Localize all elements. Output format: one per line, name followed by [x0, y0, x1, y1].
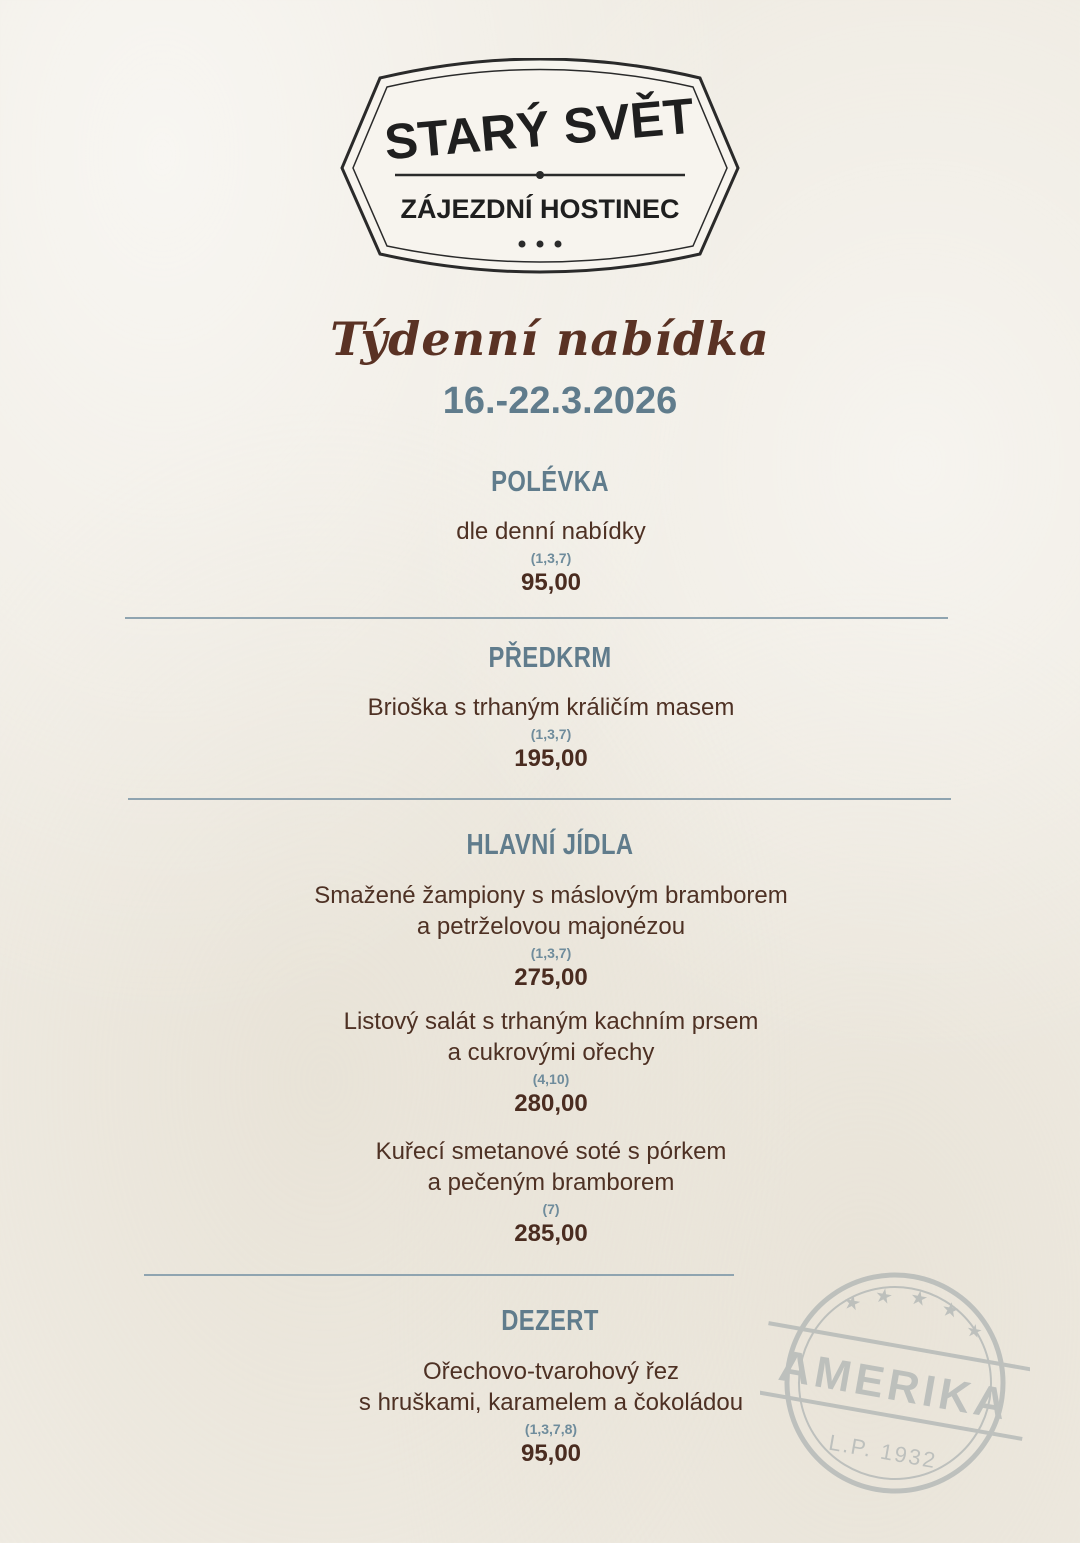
- section-heading-starter: PŘEDKRM: [488, 642, 612, 674]
- logo-dot-icon: [555, 241, 562, 248]
- allergens: (1,3,7): [530, 726, 572, 742]
- dish-price: 195,00: [514, 745, 588, 772]
- dish-name: Ořechovo-tvarohový řez s hruškami, karamelem a čokoládou: [358, 1358, 744, 1416]
- page-title: Týdenní nabídka: [330, 312, 770, 366]
- allergens: (4,10): [532, 1071, 570, 1087]
- star-icon: ★: [873, 1282, 895, 1310]
- allergens: (1,3,7): [530, 945, 572, 961]
- section-heading-soup: POLÉVKA: [491, 466, 609, 498]
- dish-name: Kuřecí smetanové soté s pórkem a pečeným bramborem: [375, 1138, 727, 1196]
- star-icon: ★: [964, 1319, 984, 1344]
- dish-name: Smažené žampiony s máslovým bramborem a petrželovou majonézou: [314, 882, 788, 940]
- menu-item: [0, 1006, 1080, 1119]
- allergens: (1,3,7): [530, 550, 572, 566]
- menu-item: [0, 880, 1080, 993]
- dish-name: Listový salát s trhaným kachním prsem a cukrovými ořechy: [343, 1008, 759, 1066]
- week-date: 16.-22.3.2026: [442, 380, 678, 422]
- star-icon: ★: [908, 1284, 931, 1312]
- dish-price: 95,00: [520, 569, 582, 596]
- section-heading-dessert: DEZERT: [501, 1305, 599, 1337]
- star-icon: ★: [939, 1296, 962, 1323]
- star-icon: ★: [841, 1288, 864, 1316]
- allergens: (1,3,7,8): [524, 1421, 578, 1437]
- stamp-year: L.P. 1932: [826, 1429, 939, 1474]
- dish-name: dle denní nabídky: [456, 518, 646, 545]
- divider: [144, 1274, 734, 1276]
- logo: [340, 58, 740, 276]
- stamp-text: AMERIKA: [775, 1341, 1014, 1430]
- dish-price: 285,00: [514, 1220, 588, 1247]
- menu-item: [0, 516, 1080, 598]
- allergens: (7): [542, 1201, 560, 1217]
- amerika-stamp: [760, 1268, 1030, 1498]
- dish-price: 275,00: [514, 964, 588, 991]
- logo-name: STARÝ SVĚT: [382, 87, 697, 171]
- divider: [125, 617, 948, 619]
- divider: [128, 798, 951, 800]
- logo-dot-icon: [519, 241, 526, 248]
- menu-item: [0, 692, 1080, 774]
- section-heading-main: HLAVNÍ JÍDLA: [466, 829, 634, 861]
- dish-name: Brioška s trhaným králičím masem: [367, 694, 735, 721]
- dish-price: 95,00: [520, 1440, 582, 1467]
- menu-item: [0, 1136, 1080, 1249]
- logo-subtitle: ZÁJEZDNÍ HOSTINEC: [400, 194, 680, 224]
- logo-dot-icon: [537, 241, 544, 248]
- dish-price: 280,00: [514, 1090, 588, 1117]
